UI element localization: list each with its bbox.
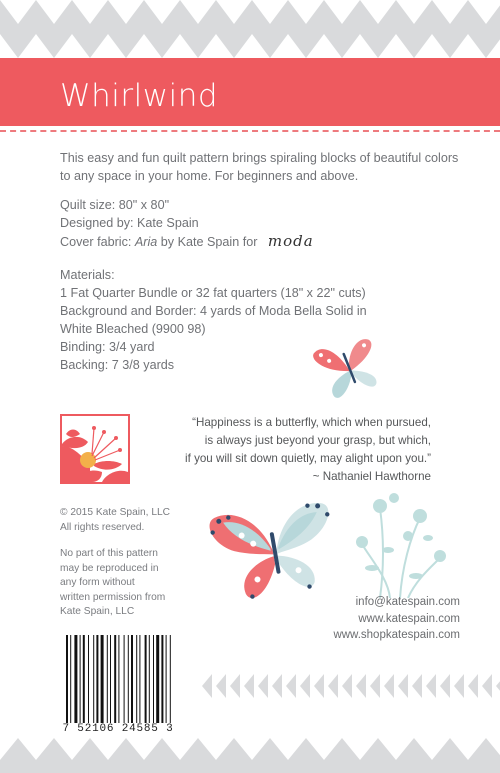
quote-line: “Happiness is a butterfly, which when pursued, (192, 416, 431, 429)
reproduction-notice (60, 547, 165, 620)
quote-author: ~ Nathaniel Hawthorne (312, 470, 431, 483)
quilt-size: Quilt size: 80" x 80" (60, 198, 170, 212)
arrow-border (198, 670, 500, 702)
notice-line: Kate Spain, LLC (60, 606, 135, 617)
materials-line: 1 Fat Quarter Bundle or 32 fat quarters (18" x 22" cuts) (60, 286, 366, 300)
designed-by: Designed by: Kate Spain (60, 216, 199, 230)
notice-line: any form without (60, 577, 135, 588)
flower-logo-icon (62, 416, 128, 482)
top-zigzag-border (0, 0, 500, 58)
materials-line: White Bleached (9900 98) (60, 322, 206, 336)
quote-line: is always just beyond your grasp, but which, (204, 434, 431, 447)
email-link[interactable]: info@katespain.com (355, 596, 460, 608)
moda-logo: moda (267, 232, 314, 250)
cover-fabric-name: Aria (134, 235, 158, 249)
intro-text: This easy and fun quilt pattern brings spiraling blocks of beautiful colors to any space in your home. For beginners and above. (60, 151, 459, 183)
materials-heading: Materials: (60, 268, 115, 282)
copyright-line: © 2015 Kate Spain, LLC (60, 507, 171, 518)
kate-spain-logo (60, 414, 130, 484)
cover-fabric (60, 232, 420, 251)
shop-link[interactable]: www.shopkatespain.com (333, 629, 460, 641)
cover-fabric-suffix: by Kate Spain for (157, 235, 258, 249)
materials-line: Backing: 7 3/8 yards (60, 358, 175, 372)
barcode-icon (60, 630, 173, 732)
rights-line: All rights reserved. (60, 521, 145, 533)
details-block (60, 196, 420, 251)
copyright-block (60, 506, 170, 535)
small-butterfly-icon (312, 333, 387, 401)
notice-line: No part of this pattern (60, 548, 158, 559)
website-link[interactable]: www.katespain.com (358, 612, 460, 625)
contact-block (333, 594, 460, 644)
pattern-title: Whirlwind (60, 78, 219, 114)
stitch-divider (0, 130, 500, 132)
barcode-number: 7 52106 24585 3 (60, 723, 176, 735)
materials-line: Background and Border: 4 yards of Moda Bella Solid in (60, 304, 367, 318)
large-butterfly-icon (205, 500, 345, 605)
wildflower-icon (350, 488, 450, 598)
notice-line: may be reproduced in (60, 562, 159, 574)
notice-line: written permission from (60, 591, 166, 603)
cover-fabric-prefix: Cover fabric: (60, 235, 135, 249)
quote-line: if you will sit down quietly, may alight upon you.” (185, 452, 431, 465)
title-banner (0, 58, 500, 126)
materials-line: Binding: 3/4 yard (60, 340, 155, 354)
bottom-zigzag-border (0, 738, 500, 773)
hawthorne-quote (165, 414, 431, 486)
